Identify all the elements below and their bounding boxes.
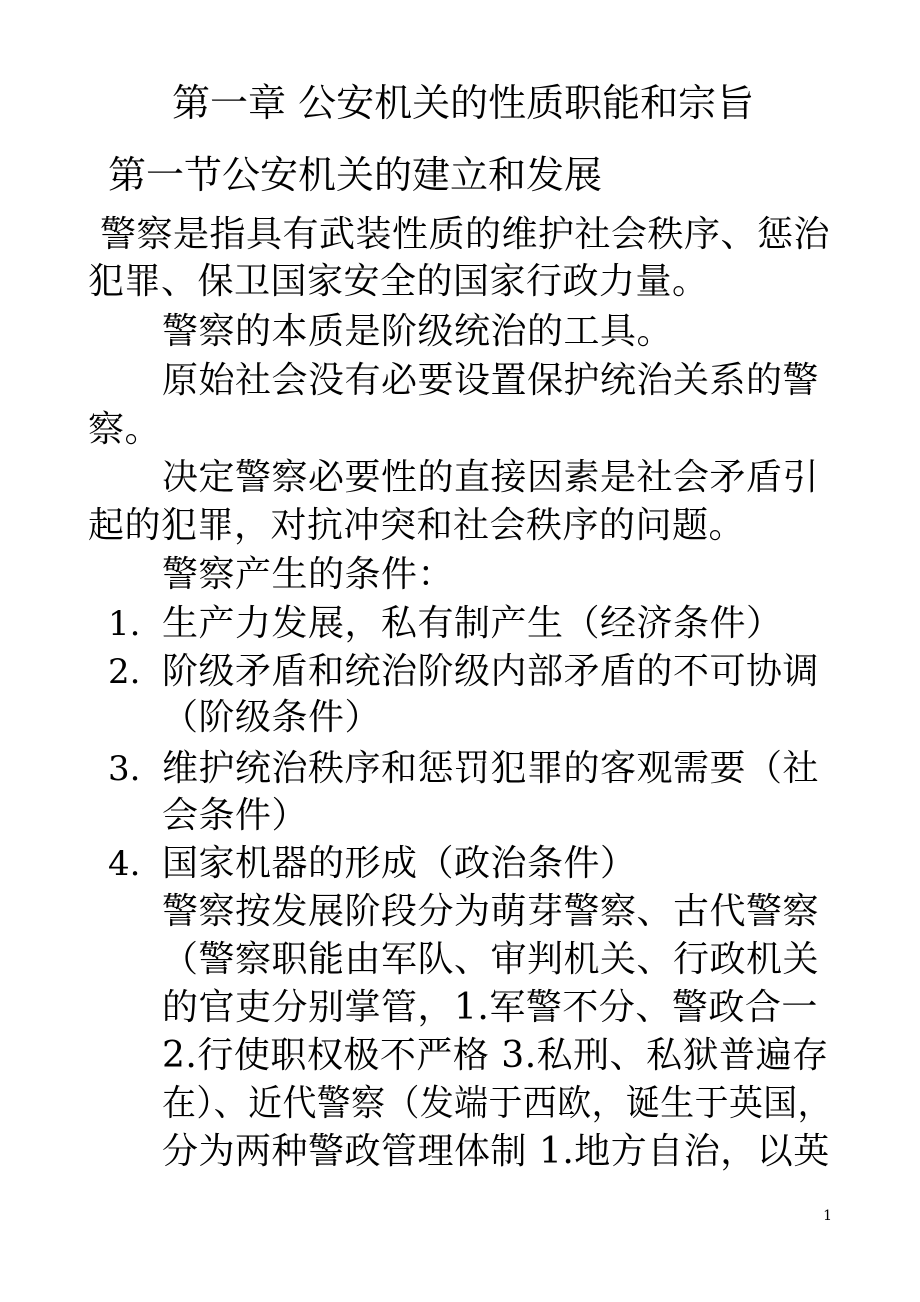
paragraph-line: 警察的本质是阶级统治的工具。 [162, 311, 674, 352]
list-number: 3. [108, 749, 141, 789]
paragraph-line: 警察按发展阶段分为萌芽警察、古代警察 [162, 891, 820, 932]
section-title: 第一节公安机关的建立和发展 [108, 153, 603, 197]
paragraph-line: 的官吏分别掌管，1.军警不分、警政合一 [162, 987, 818, 1028]
list-item-line: （阶级条件） [162, 697, 382, 738]
paragraph-line: 警察是指具有武装性质的维护社会秩序、惩治 [100, 214, 831, 255]
list-item-line: 维护统治秩序和惩罚犯罪的客观需要（社 [162, 748, 820, 789]
list-number: 1. [108, 604, 141, 644]
page-number: 1 [823, 1208, 832, 1224]
list-number: 2. [108, 652, 141, 692]
list-item-line: 生产力发展，私有制产生（经济条件） [162, 603, 783, 644]
list-item-line: 阶级矛盾和统治阶级内部矛盾的不可协调 [162, 651, 820, 692]
paragraph-line: 察。 [88, 409, 162, 450]
paragraph-line: 在）、近代警察（发端于西欧，诞生于英国， [162, 1083, 833, 1124]
paragraph-line: 警察产生的条件： [162, 554, 455, 595]
list-number: 4. [108, 844, 141, 884]
paragraph-line: 原始社会没有必要设置保护统治关系的警 [162, 360, 820, 401]
paragraph-line: 犯罪、保卫国家安全的国家行政力量。 [88, 261, 709, 302]
paragraph-line: 分为两种警政管理体制 1.地方自治，以英 [162, 1131, 830, 1172]
paragraph-line: 2.行使职权极不严格 3.私刑、私狱普遍存 [162, 1035, 829, 1076]
list-item-line: 国家机器的形成（政治条件） [162, 843, 637, 884]
paragraph-line: 起的犯罪，对抗冲突和社会秩序的问题。 [88, 505, 746, 546]
paragraph-line: 决定警察必要性的直接因素是社会矛盾引 [162, 457, 820, 498]
chapter-title: 第一章 公安机关的性质职能和宗旨 [172, 81, 755, 125]
list-item-line: 会条件） [162, 795, 309, 836]
paragraph-line: （警察职能由军队、审判机关、行政机关 [162, 939, 820, 980]
